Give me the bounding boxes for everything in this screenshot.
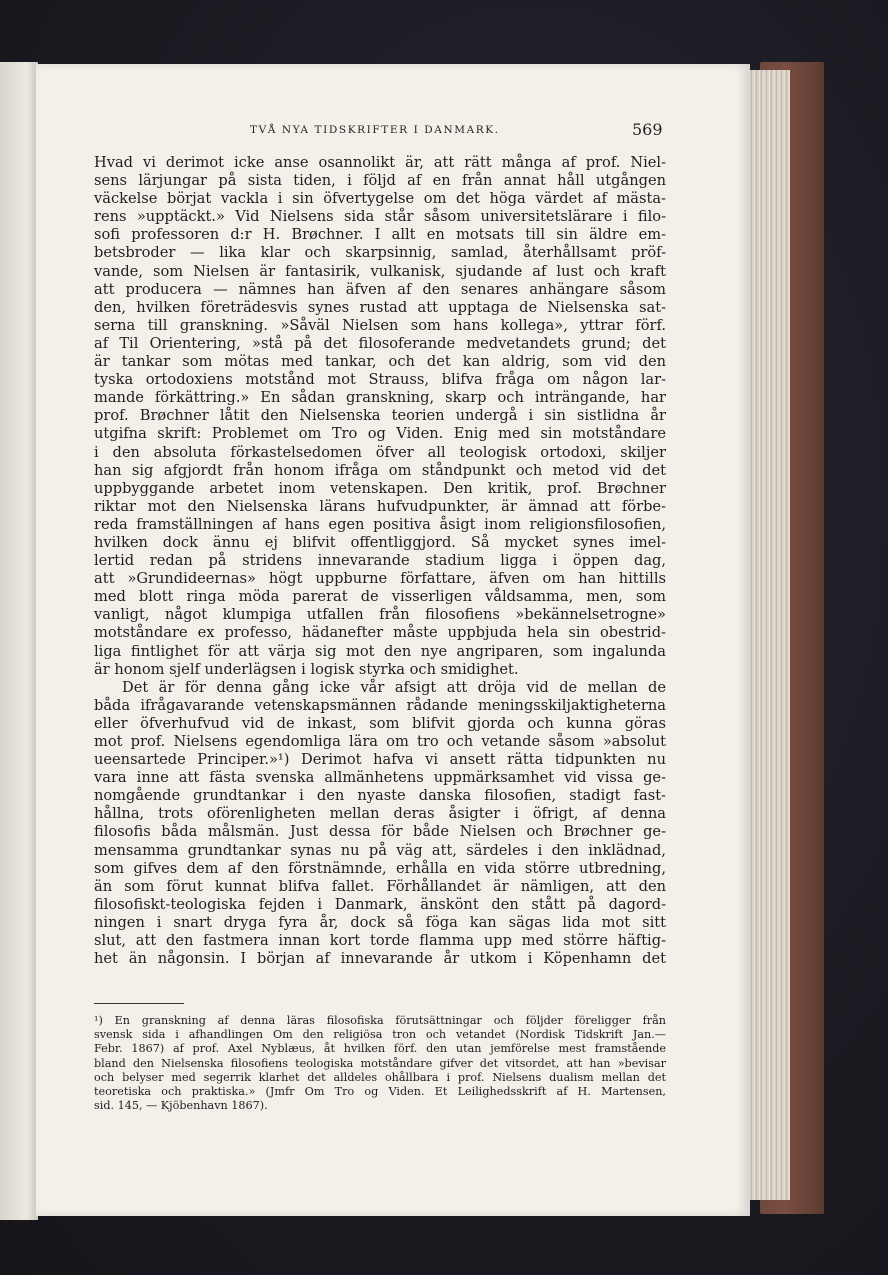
text-line: väckelse börjat vackla i sin öfvertygelse om det höga värdet af mästa-: [94, 190, 666, 208]
footnote: [94, 1014, 666, 1113]
text-line: het än någonsin. I början af innevarande år utkom i Köpenhamn det: [94, 950, 666, 968]
text-line: Hvad vi derimot icke anse osannolikt är, att rätt många af prof. Niel-: [94, 154, 666, 171]
footnote-line: bland den Nielsenska filosofiens teologiska motståndare gifver det vitsordet, att han »bevisar: [94, 1056, 666, 1070]
text-line: lertid redan på stridens innevarande stadium ligga i öppen dag,: [94, 552, 666, 570]
footnote-line: teoretiska och praktiska.» (Jmfr Om Tro og Viden. Et Leilighedsskrift af H. Martensen,: [94, 1084, 666, 1098]
running-head: TVÅ NYA TIDSKRIFTER I DANMARK.: [250, 124, 500, 136]
text-line: betsbroder — lika klar och skarpsinnig, samlad, återhållsamt pröf-: [94, 244, 666, 262]
text-line: filosofis båda målsmän. Just dessa för både Nielsen och Brøchner ge-: [94, 823, 666, 841]
text-line: sens lärjungar på sista tiden, i följd af en från annat håll utgången: [94, 172, 666, 190]
text-line: som gifves dem af den förstnämnde, erhålla en vida större utbredning,: [94, 859, 666, 877]
text-line: är tankar som mötas med tankar, och det kan aldrig, som vid den: [94, 353, 666, 371]
text-line: mande förkättring.» En sådan granskning, skarp och inträngande, har: [94, 389, 666, 407]
text-line: att »Grundideernas» högt uppburne författare, äfven om han hittills: [94, 570, 666, 588]
text-line: liga fintlighet för att värja sig mot den nye angriparen, som ingalunda: [94, 642, 666, 660]
text-line: motståndare ex professo, hädanefter måste uppbjuda hela sin obestrid-: [94, 624, 666, 642]
text-line: än som förut kunnat blifva fallet. Förhållandet är nämligen, att den: [94, 877, 666, 895]
text-line: mensamma grundtankar synas nu på väg att, särdeles i den inklädnad,: [94, 841, 666, 859]
text-line: hållna, trots oförenligheten mellan deras åsigter i öfrigt, af denna: [94, 805, 666, 823]
text-line: reda framställningen af hans egen positiva åsigt inom religionsfilosofien,: [94, 515, 666, 533]
text-line: ningen i snart dryga fyra år, dock så föga kan sägas lida mot sitt: [94, 913, 666, 931]
text-line: att producera — nämnes han äfven af den senares anhängare såsom: [94, 280, 666, 298]
text-line: den, hvilken företrädesvis synes rustad att upptaga de Nielsenska sat-: [94, 298, 666, 316]
footnote-line: svensk sida i afhandlingen Om den religiösa tron och vetandet (Nordisk Tidskrift Jan.—: [94, 1028, 666, 1042]
footnote-line: ¹) En granskning af denna läras filosofiska förutsättningar och följder föreligger från: [94, 1014, 666, 1027]
left-page-edge: [0, 62, 38, 1220]
text-line: tyska ortodoxiens motstånd mot Strauss, blifva fråga om någon lar-: [94, 371, 666, 389]
footnote-line: och belyser med segerrik klarhet det alldeles ohållbara i prof. Nielsens dualism mellan det: [94, 1070, 666, 1084]
text-line: båda ifrågavarande vetenskapsmännen rådande meningsskiljaktigheterna: [94, 696, 666, 714]
text-line: af Til Orientering, »stå på det filosoferande medvetandets grund; det: [94, 334, 666, 352]
text-line: sofi professoren d:r H. Brøchner. I allt en motsats till sin äldre em-: [94, 226, 666, 244]
text-line: prof. Brøchner låtit den Nielsenska teorien undergå i sin sistlidna år: [94, 407, 666, 425]
text-line: med blott ringa möda parerat de visserligen våldsamma, men, som: [94, 588, 666, 606]
text-line: riktar mot den Nielsenska lärans hufvudpunkter, är ämnad att förbe-: [94, 497, 666, 515]
footnote-line: sid. 145, — Kjöbenhavn 1867).: [94, 1099, 268, 1113]
text-line: hvilken dock ännu ej blifvit offentliggjord. Så mycket synes imel-: [94, 533, 666, 551]
text-line: är honom sjelf underlägsen i logisk styrka och smidighet.: [94, 660, 519, 678]
text-line: eller öfverhufvud vid de inkast, som blifvit gjorda och kunna göras: [94, 714, 666, 732]
text-line: vande, som Nielsen är fantasirik, vulkanisk, sjudande af lust och kraft: [94, 262, 666, 280]
text-line: mot prof. Nielsens egendomliga lära om tro och vetande såsom »absolut: [94, 733, 666, 750]
text-line: slut, att den fastmera innan kort torde flamma upp med större häftig-: [94, 932, 666, 950]
text-line: vara inne att fästa svenska allmänhetens uppmärksamhet vid vissa ge-: [94, 769, 666, 787]
text-line: Det är för denna gång icke vår afsigt att dröja vid de mellan de: [122, 678, 666, 696]
text-line: uppbyggande arbetet inom vetenskapen. Den kritik, prof. Brøchner: [94, 479, 666, 497]
text-line: utgifna skrift: Problemet om Tro og Viden. Enig med sin motståndare: [94, 425, 666, 443]
text-line: nomgående grundtankar i den nyaste danska filosofien, stadigt fast-: [94, 787, 666, 805]
text-line: vanligt, något klumpiga utfallen från filosofiens »bekännelsetrogne»: [94, 606, 666, 624]
page-number: 569: [632, 120, 663, 139]
text-line: rens »upptäckt.» Vid Nielsens sida står såsom universitetslärare i filo-: [94, 208, 666, 226]
text-line: serna till granskning. »Såväl Nielsen som hans kollega», yttrar förf.: [94, 316, 666, 334]
text-line: ueensartede Principer.»¹) Derimot hafva vi ansett rätta tidpunkten nu: [94, 751, 666, 769]
text-line: han sig afgjordt från honom ifråga om ståndpunkt och metod vid det: [94, 461, 666, 479]
text-line: filosofiskt-teologiska fejden i Danmark, änskönt den stått på dagord-: [94, 895, 666, 913]
footnote-line: Febr. 1867) af prof. Axel Nyblæus, åt hvilken förf. den utan jemförelse mest framstående: [94, 1042, 666, 1056]
body-text: [94, 154, 666, 968]
footnote-rule: [94, 1003, 184, 1004]
page-stack-edges: [748, 70, 790, 1200]
text-line: i den absoluta förkastelsedomen öfver all teologisk ortodoxi, skiljer: [94, 443, 666, 461]
